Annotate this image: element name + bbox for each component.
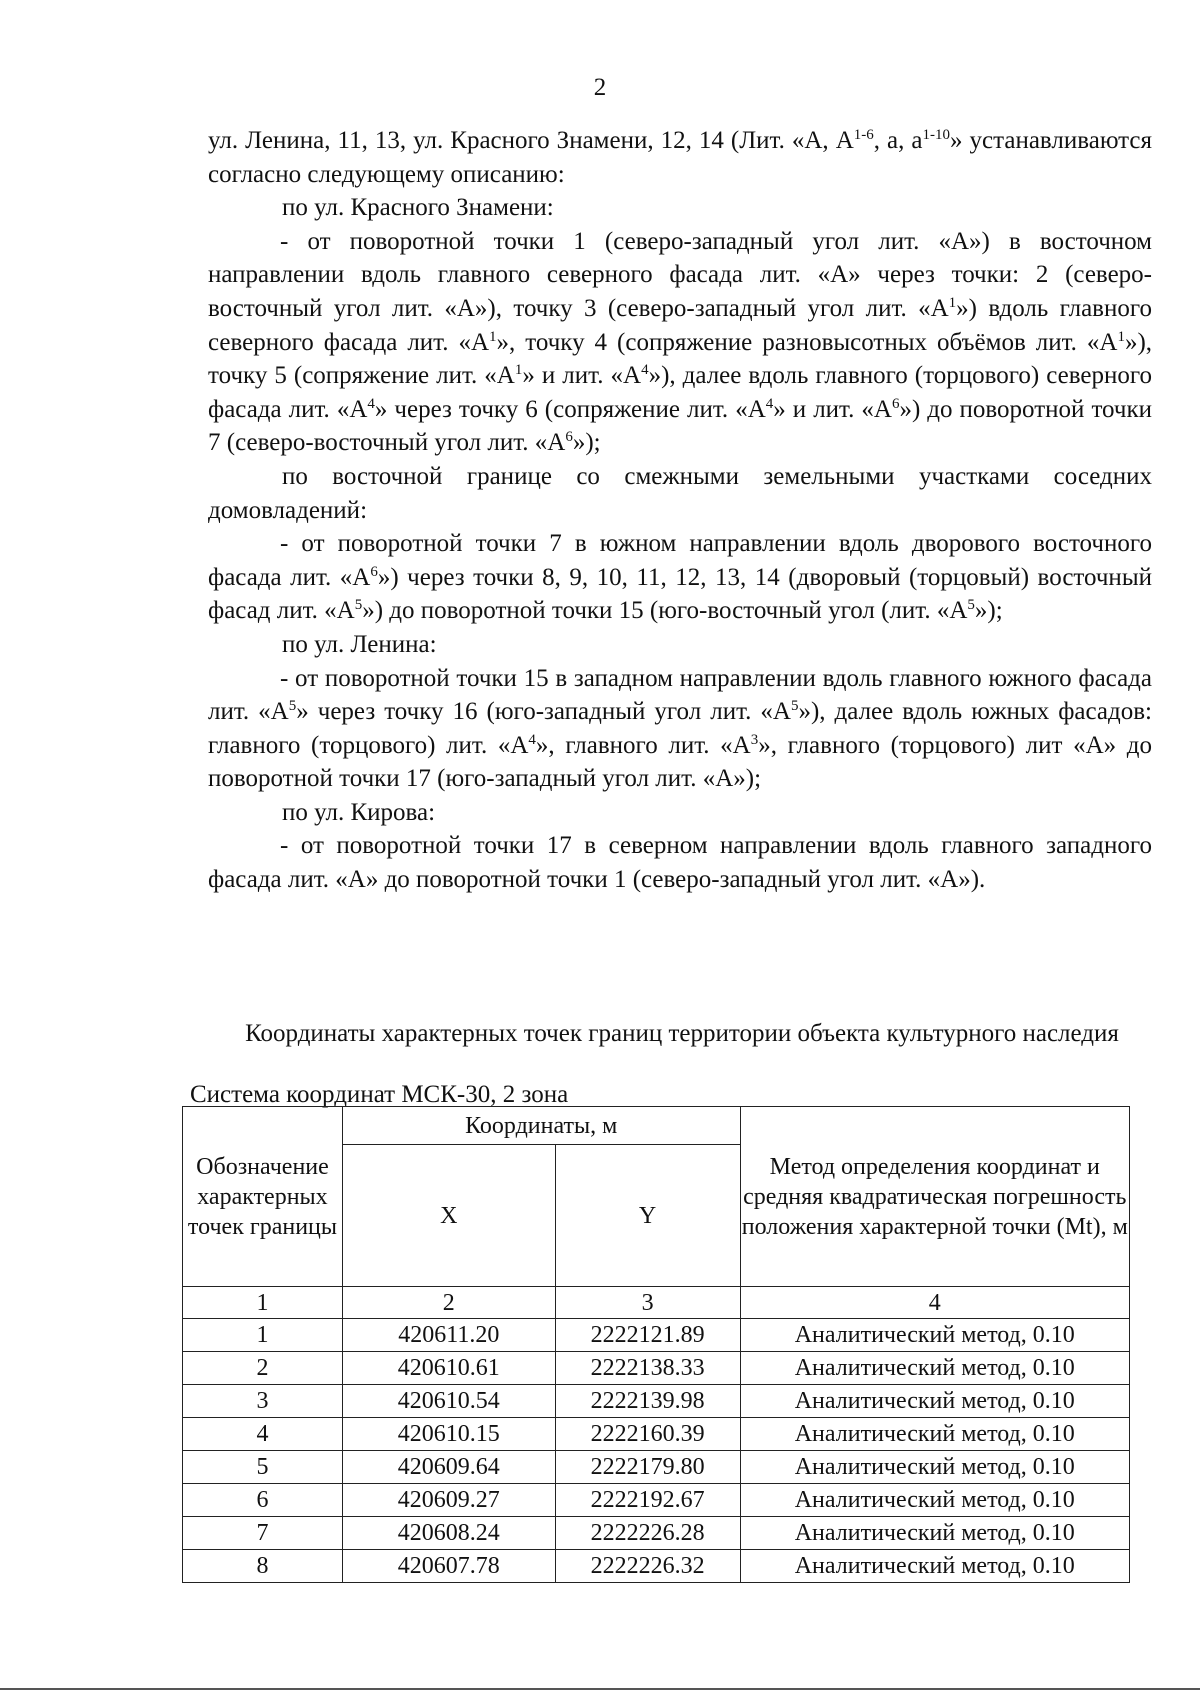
table-row (183, 1451, 1130, 1484)
paragraph: - от поворотной точки 17 в северном направлении вдоль главного западного фасада лит. «А» до поворотной точки 1 (северо-западный угол лит. «А»). (208, 832, 1152, 894)
method-cell: Аналитический метод, 0.10 (740, 1319, 1130, 1352)
bottom-divider (0, 1688, 1200, 1690)
table-row (183, 1484, 1130, 1517)
y-cell: 2222121.89 (555, 1319, 740, 1352)
point-cell: 1 (183, 1319, 343, 1352)
paragraph: по ул. Кирова: (282, 798, 436, 826)
point-cell: 4 (183, 1418, 343, 1451)
point-cell: 5 (183, 1451, 343, 1484)
method-cell: Аналитический метод, 0.10 (740, 1418, 1130, 1451)
y-cell: 2222160.39 (555, 1418, 740, 1451)
table-row (183, 1517, 1130, 1550)
method-cell: Аналитический метод, 0.10 (740, 1484, 1130, 1517)
table-row (183, 1352, 1130, 1385)
y-cell: 2222226.32 (555, 1550, 740, 1583)
column-number: 2 (342, 1287, 555, 1319)
header-y: Y (555, 1145, 740, 1287)
table-body (183, 1319, 1130, 1583)
column-number: 4 (740, 1287, 1130, 1319)
paragraph: по ул. Красного Знамени: (282, 194, 554, 222)
x-cell: 420610.15 (342, 1418, 555, 1451)
point-cell: 2 (183, 1352, 343, 1385)
header-coordinates: Координаты, м (342, 1107, 740, 1145)
paragraph: - от поворотной точки 15 в западном направлении вдоль главного южного фасада лит. «$А^5$» через точку 16 (юго-западный угол лит. «$А^5$»), далее вдоль южных фасадов: главного (торцового) лит. «$А^4$», главного лит. «$А^3$», главного (торцового) лит «А» до поворотной точки 17 (юго-западный угол лит. «А»); (208, 664, 1153, 793)
coordinates-table (182, 1106, 1130, 1583)
table-title: Координаты характерных точек границ территории объекта культурного наследия (245, 1020, 1119, 1047)
point-cell: 8 (183, 1550, 343, 1583)
method-cell: Аналитический метод, 0.10 (740, 1385, 1130, 1418)
table-row (183, 1319, 1130, 1352)
x-cell: 420609.64 (342, 1451, 555, 1484)
point-cell: 3 (183, 1385, 343, 1418)
paragraph: по ул. Ленина: (282, 630, 437, 658)
column-number: 3 (555, 1287, 740, 1319)
method-cell: Аналитический метод, 0.10 (740, 1352, 1130, 1385)
point-cell: 7 (183, 1517, 343, 1550)
body-text (208, 124, 1152, 897)
coordinate-system-label: Система координат МСК-30, 2 зона (190, 1081, 569, 1108)
x-cell: 420611.20 (342, 1319, 555, 1352)
method-cell: Аналитический метод, 0.10 (740, 1517, 1130, 1550)
paragraph: ул. Ленина, 11, 13, ул. Красного Знамени, 12, 14 (Лит. «А, $А^{1-6}$, а, $а^{1-10}$» устанавливаются согласно следующему описанию: (208, 127, 1152, 188)
y-cell: 2222226.28 (555, 1517, 740, 1550)
paragraph: - от поворотной точки 7 в южном направлении вдоль дворового восточного фасада лит. «$А^6$») через точки 8, 9, 10, 11, 12, 13, 14 (дворовый (торцовый) восточный фасад лит. «$А^5$») до поворотной точки 15 (юго-восточный угол (лит. «$А^5$»); (208, 530, 1152, 625)
column-number: 1 (183, 1287, 343, 1319)
x-cell: 420610.54 (342, 1385, 555, 1418)
paragraph: по восточной границе со смежными земельными участками соседних домовладений: (208, 462, 1152, 524)
table-row (183, 1550, 1130, 1583)
method-cell: Аналитический метод, 0.10 (740, 1550, 1130, 1583)
table-row (183, 1385, 1130, 1418)
x-cell: 420607.78 (342, 1550, 555, 1583)
y-cell: 2222192.67 (555, 1484, 740, 1517)
method-cell: Аналитический метод, 0.10 (740, 1451, 1130, 1484)
x-cell: 420608.24 (342, 1517, 555, 1550)
x-cell: 420610.61 (342, 1352, 555, 1385)
y-cell: 2222139.98 (555, 1385, 740, 1418)
point-cell: 6 (183, 1484, 343, 1517)
page-number: 2 (593, 74, 607, 101)
y-cell: 2222179.80 (555, 1451, 740, 1484)
header-x: X (342, 1145, 555, 1287)
header-method: Метод определения координат и средняя квадратическая погрешность положения характерной точки (Mt), м (740, 1107, 1130, 1287)
y-cell: 2222138.33 (555, 1352, 740, 1385)
header-designation: Обозначение характерных точек границы (183, 1107, 343, 1287)
paragraph: - от поворотной точки 1 (северо-западный угол лит. «А») в восточном направлении вдоль главного северного фасада лит. «А» через точки: 2 (северо-восточный угол лит. «А»), точку 3 (северо-западный угол лит. «$А^1$») вдоль главного северного фасада лит. «$А^1$», точку 4 (сопряжение разновысотных объёмов лит. «$А^1$»), точку 5 (сопряжение лит. «$А^1$» и лит. «$А^4$»), далее вдоль главного (торцового) северного фасада лит. «$А^4$» через точку 6 (сопряжение лит. «$А^4$» и лит. «$А^6$») до поворотной точки 7 (северо-восточный угол лит. «$А^6$»); (208, 227, 1153, 457)
x-cell: 420609.27 (342, 1484, 555, 1517)
table-row (183, 1418, 1130, 1451)
